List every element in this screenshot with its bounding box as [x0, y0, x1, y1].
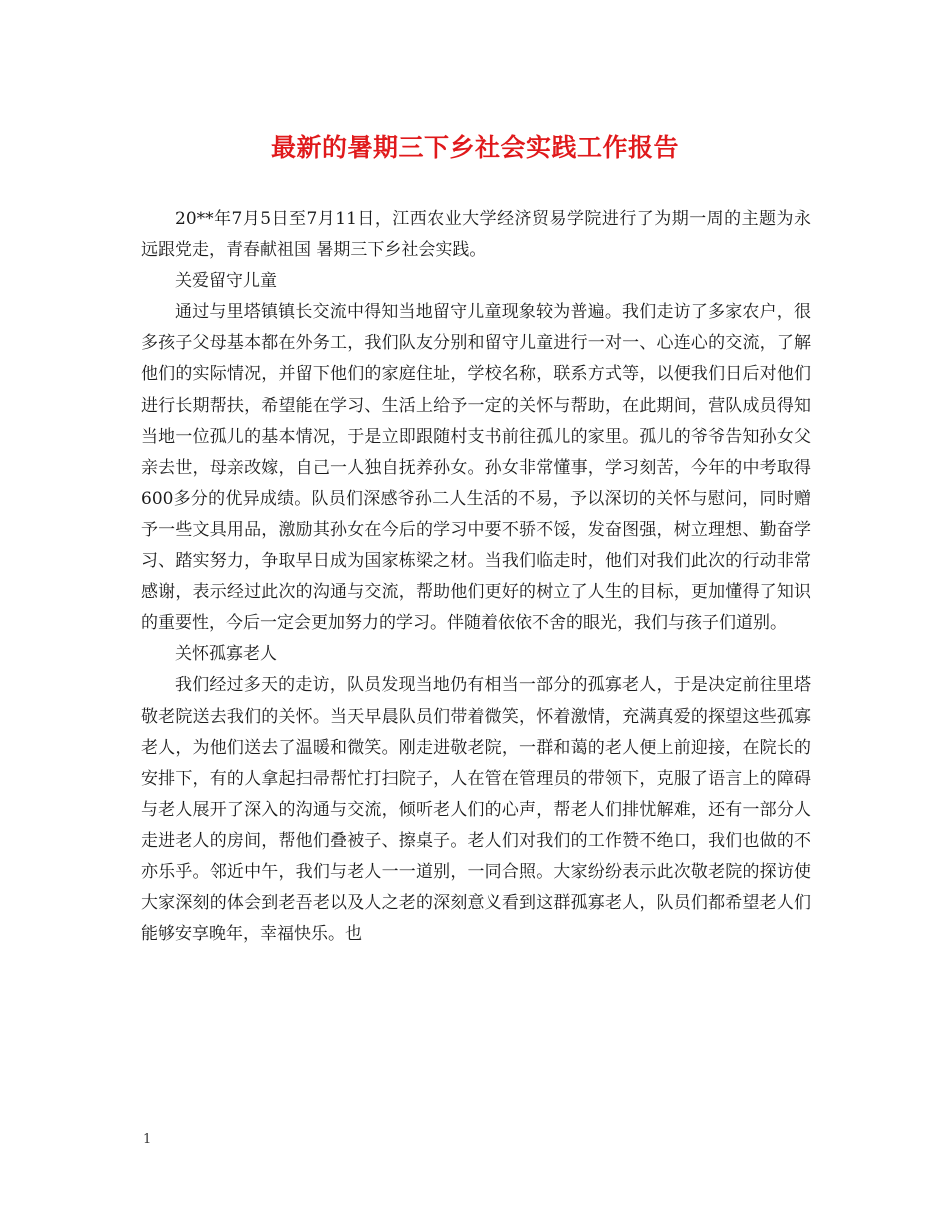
section-heading-elderly: 关怀孤寡老人: [175, 644, 277, 665]
intro-paragraph: 20**年7月5日至7月11日，江西农业大学经济贸易学院进行了为期一周的主题为永远跟党走，青春献祖国 暑期三下乡社会实践。: [141, 209, 811, 261]
document-body: [141, 204, 811, 950]
elderly-paragraph: 我们经过多天的走访，队员发现当地仍有相当一部分的孤寡老人，于是决定前往里塔敬老院送去我们的关怀。当天早晨队员们带着微笑，怀着激情，充满真爱的探望这些孤寡老人，为他们送去了温暖和微笑。刚走进敬老院，一群和蔼的老人便上前迎接，在院长的安排下，有的人拿起扫帚帮忙打扫院子，人在管在管理员的带领下，克服了语言上的障碍与老人展开了深入的沟通与交流，倾听老人们的心声，帮老人们排忧解难，还有一部分人走进老人的房间，帮他们叠被子、擦桌子。老人们对我们的工作赞不绝口，我们也做的不亦乐乎。邻近中午，我们与老人一一道别，一同合照。大家纷纷表示此次敬老院的探访使大家深刻的体会到老吾老以及人之老的深刻意义看到这群孤寡老人，队员们都希望老人们能够安享晚年，幸福快乐。也: [141, 675, 811, 945]
left-behind-children-paragraph: 通过与里塔镇镇长交流中得知当地留守儿童现象较为普遍。我们走访了多家农户，很多孩子父母基本都在外务工，我们队友分别和留守儿童进行一对一、心连心的交流，了解他们的实际情况，并留下他们的家庭住址，学校名称，联系方式等，以便我们日后对他们进行长期帮扶，希望能在学习、生活上给予一定的关怀与帮助，在此期间，营队成员得知当地一位孤儿的基本情况，于是立即跟随村支书前往孤儿的家里。孤儿的爷爷告知孙女父亲去世，母亲改嫁，自己一人独自抚养孙女。孙女非常懂事，学习刻苦，今年的中考取得600多分的优异成绩。队员们深感爷孙二人生活的不易，予以深切的关怀与慰问，同时赠予一些文具用品，激励其孙女在今后的学习中要不骄不馁，发奋图强，树立理想、勤奋学习、踏实努力，争取早日成为国家栋梁之材。当我们临走时，他们对我们此次的行动非常感谢，表示经过此次的沟通与交流，帮助他们更好的树立了人生的目标，更加懂得了知识的重要性，今后一定会更加努力的学习。伴随着依依不舍的眼光，我们与孩子们道别。: [141, 302, 811, 634]
page-number: 1: [143, 1132, 152, 1147]
document-title: 最新的暑期三下乡社会实践工作报告: [270, 133, 679, 162]
section-heading-left-behind-children: 关爱留守儿童: [175, 271, 277, 292]
